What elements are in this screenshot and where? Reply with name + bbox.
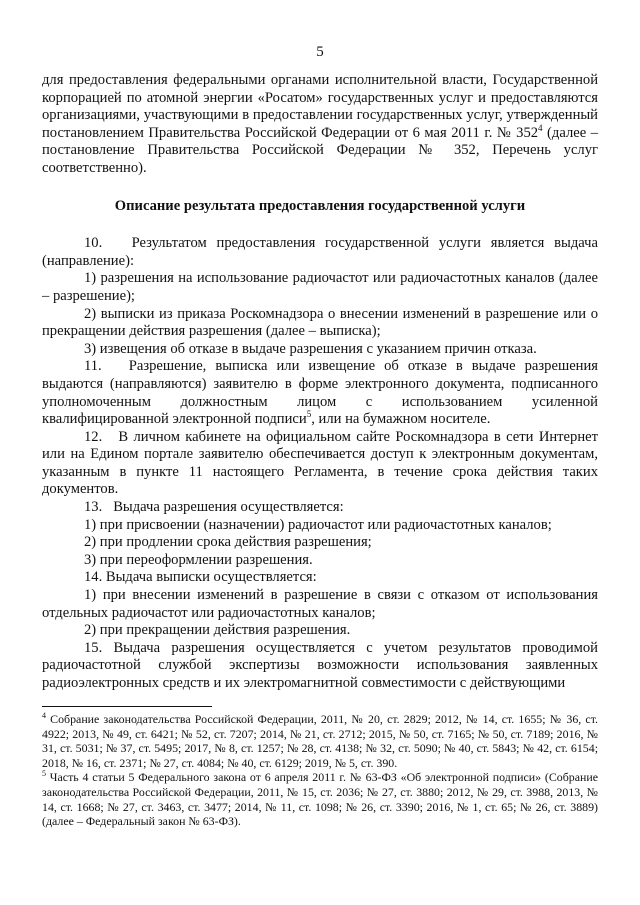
paragraph-11: [42, 358, 598, 428]
footnote-mark-4: 4: [42, 711, 46, 721]
paragraph-13: 13. Выдача разрешения осуществляется:: [84, 499, 344, 516]
paragraph-10: 10. Результатом предоставления государственной услуги является выдача (направление):: [42, 235, 598, 269]
paragraph-13-item-3: 3) при переоформлении разрешения.: [84, 551, 313, 568]
paragraph-13-item-2: 2) при продлении срока действия разрешения;: [84, 534, 372, 551]
paragraph-14-item-1: 1) при внесении изменений в разрешение в связи с отказом от использования отдельных радиочастот или радиочастотных каналов;: [42, 587, 598, 621]
section-title: Описание результата предоставления государственной услуги: [114, 197, 526, 214]
footnote-ref-4[interactable]: 4: [538, 122, 543, 133]
paragraph-15: 15. Выдача разрешения осуществляется с учетом результатов проводимой радиочастотной службой экспертизы возможности использования заявленных радиоэлектронных средств и их электромагнитной совместимости с действующими: [42, 639, 598, 691]
intro-text-after: (далее – постановление Правительства Российской Федерации № 352, Перечень услуг соответственно).: [42, 124, 598, 176]
footnote-5-text: Часть 4 статьи 5 Федерального закона от 6 апреля 2011 г. № 63-ФЗ «Об электронной подписи» (Собрание законодательства Российской Федерации, 2011, № 15, ст. 2036; № 27, ст. 3880; 2012, № 29, ст. 3988, 2013, № 14, ст. 1668; № 27, ст. 3463, ст. 3477; 2014, № 11, ст. 1098; № 26, ст. 3390; 2016, № 1, ст. 65; № 26, ст. 3889) (далее – Федеральный закон № 63-ФЗ).: [42, 770, 598, 829]
footnote-5: [42, 770, 598, 828]
paragraph-11-text: 11. Разрешение, выписка или извещение об отказе в выдаче разрешения выдаются (направляются) заявителю в форме электронного документа, подписанного уполномоченным должностным лицом с использованием усиленной квалифицированной электронной подписи: [42, 358, 598, 428]
footnotes: [42, 712, 598, 829]
paragraph-11-text-after: , или на бумажном носителе.: [311, 411, 491, 428]
page-number: 5: [316, 44, 324, 60]
paragraph-10-item-3: 3) извещения об отказе в выдаче разрешения с указанием причин отказа.: [84, 340, 537, 357]
footnote-ref-5[interactable]: 5: [306, 409, 312, 420]
paragraph-10-item-2: 2) выписки из приказа Роскомнадзора о внесении изменений в разрешение или о прекращении действия разрешения (далее – выписка);: [42, 305, 598, 340]
paragraph-14: 14. Выдача выписки осуществляется:: [84, 569, 317, 586]
paragraph-10-item-1: 1) разрешения на использование радиочастот или радиочастотных каналов (далее – разрешение);: [42, 270, 598, 304]
footnote-mark-5: 5: [42, 769, 46, 779]
paragraph-12: 12. В личном кабинете на официальном сайте Роскомнадзора в сети Интернет или на Едином портале заявителю обеспечивается доступ к электронным документам, указанным в пункте 11 настоящего Регламента, в течение срока действия таких документов.: [42, 428, 598, 498]
paragraph-13-item-1: 1) при присвоении (назначении) радиочастот или радиочастотных каналов;: [84, 516, 552, 533]
footnote-4-text: Собрание законодательства Российской Федерации, 2011, № 20, ст. 2829; 2012, № 14, ст. 1655; № 36, ст. 4922; 2013, № 49, ст. 6421; № 52, ст. 7207; 2014, № 21, ст. 2712; 2015, № 50, ст. 7165; № 50, ст. 7189; 2016, № 31, ст. 5031; № 37, ст. 5495; 2017, № 8, ст. 1257; № 28, ст. 4138; № 32, ст. 5090; № 40, ст. 5843; № 42, ст. 6154; 2018, № 16, ст. 2371; № 27, ст. 4084; № 40, ст. 6129; 2019, № 5, ст. 390.: [42, 712, 598, 770]
paragraph-14-item-2: 2) при прекращении действия разрешения.: [84, 622, 351, 639]
document-body: [42, 72, 598, 693]
footnote-4: [42, 712, 598, 770]
intro-text: для предоставления федеральными органами исполнительной власти, Государственной корпорацией по атомной энергии «Росатом» государственных услуг и предоставляются организациями, участвующими в предоставлении государственных услуг, утвержденный постановлением Правительства Российской Федерации от 6 мая 2011 г. № 352: [42, 72, 598, 141]
intro-paragraph: [42, 72, 598, 178]
footnote-separator: [42, 706, 212, 707]
